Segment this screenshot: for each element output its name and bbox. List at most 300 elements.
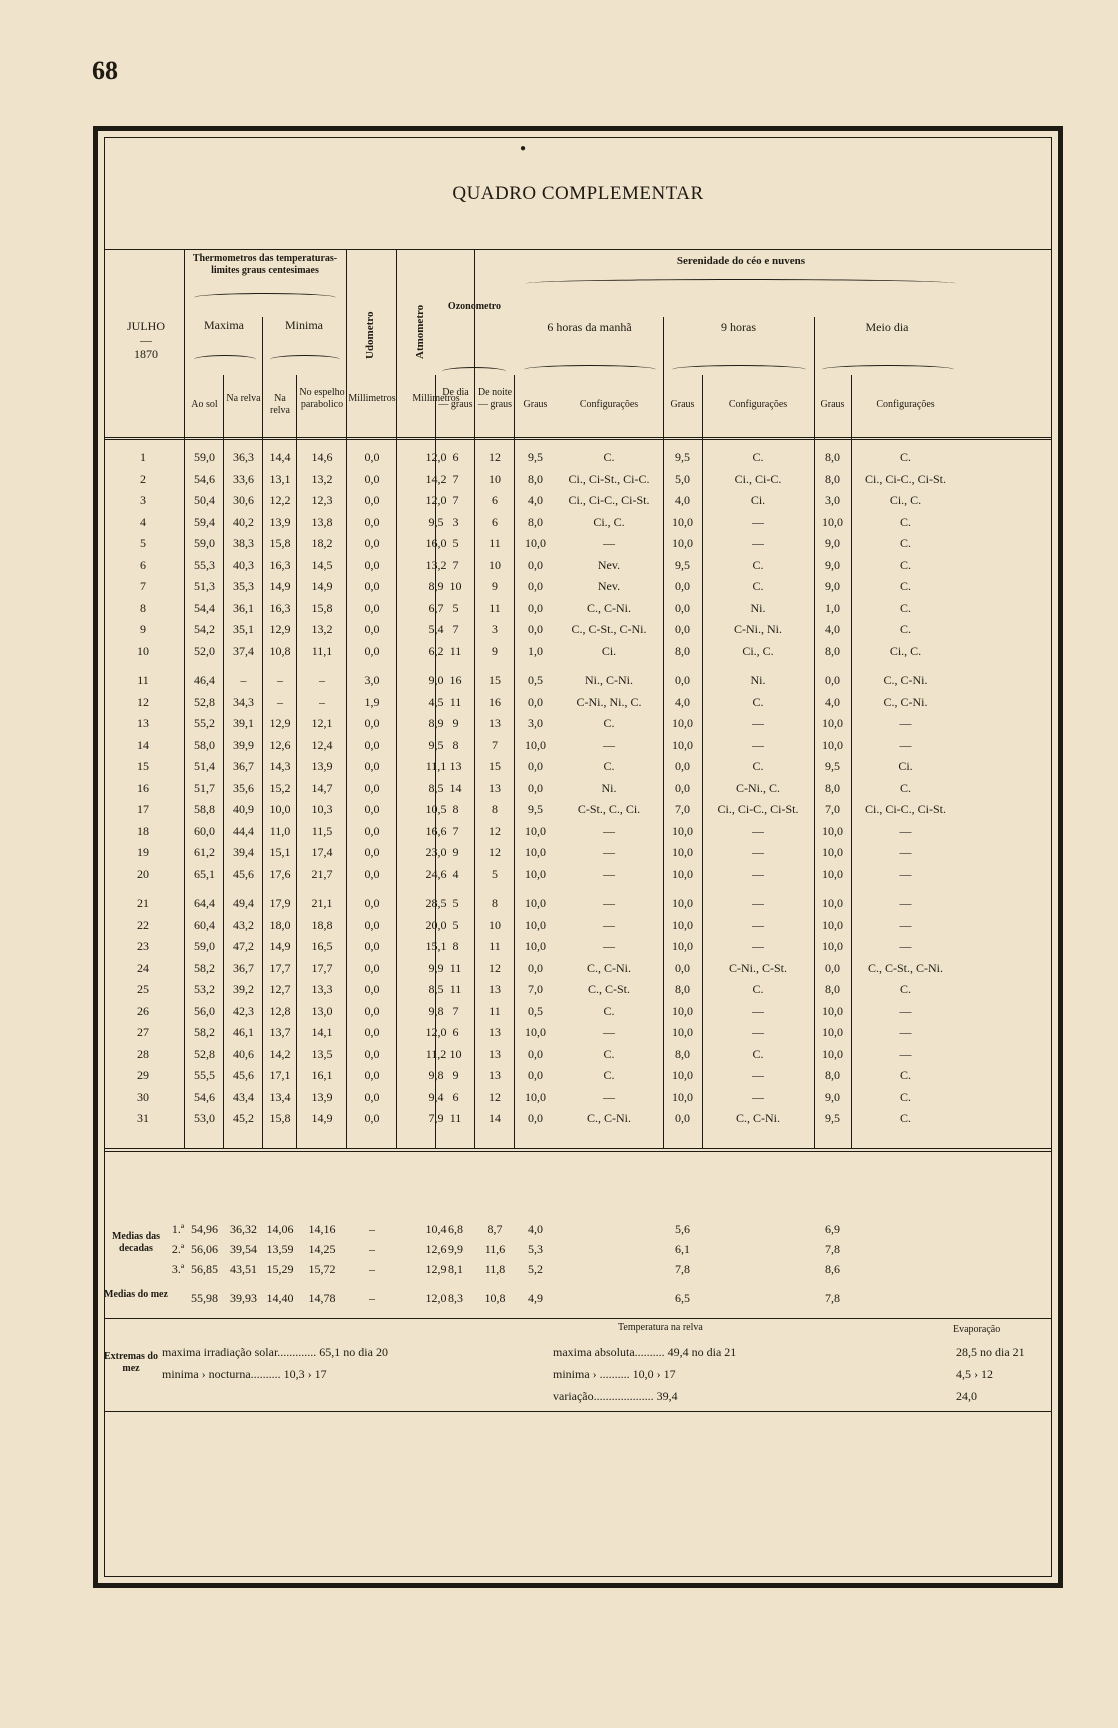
data-cell: 11,2 [425, 1046, 447, 1061]
media-cell: 7,8 [825, 1242, 840, 1256]
data-cell: 10,0 [525, 1025, 546, 1039]
data-cell: — [603, 845, 615, 859]
data-cell: 0,0 [675, 960, 690, 975]
meio-dia-header: Meio dia [865, 320, 909, 334]
data-cell: 8,0 [825, 471, 840, 486]
data-cell: C. [899, 780, 911, 795]
data-cell: 9,5 [825, 1111, 840, 1125]
data-cell: 17,7 [269, 960, 291, 975]
data-cell: 13,9 [311, 1089, 333, 1104]
data-cell: 14,7 [311, 780, 333, 795]
data-cell: 51,7 [194, 780, 215, 795]
data-cell: 0,0 [528, 1046, 543, 1061]
data-cell: C., C-Ni. [883, 694, 928, 709]
data-cell: Ni. [750, 673, 766, 687]
data-cell: C. [899, 1089, 911, 1104]
data-cell: 28,5 [425, 896, 447, 910]
data-cell: 5,4 [428, 622, 444, 636]
data-cell: 11 [489, 600, 501, 615]
data-cell: C. [603, 1068, 615, 1082]
data-cell: 45,2 [233, 1111, 254, 1125]
data-cell: 7,9 [428, 1111, 444, 1125]
data-cell: 7 [452, 622, 459, 636]
data-cell: 14,9 [311, 579, 333, 593]
data-cell: 8,5 [428, 982, 444, 996]
data-cell: 9,5 [528, 802, 543, 816]
data-cell: 14,3 [269, 759, 291, 773]
data-cell: 10,0 [822, 896, 843, 910]
data-cell: Ci., Ci-C., Ci-St. [864, 471, 947, 486]
data-cell: 0,0 [528, 579, 543, 593]
data-cell: 9,5 [528, 450, 543, 464]
data-cell: 39,2 [233, 982, 254, 996]
data-cell: — [603, 737, 615, 752]
data-cell: 36,7 [233, 960, 254, 975]
data-cell: 13 [489, 982, 501, 996]
de-dia-header: De dia — graus [438, 387, 473, 410]
data-cell: 55,3 [194, 557, 215, 572]
decada-label: 2.ª [171, 1242, 185, 1256]
day-cell: 29 [137, 1068, 149, 1082]
page-number: 68 [92, 56, 118, 85]
media-cell: – [369, 1262, 375, 1276]
data-cell: 1,0 [825, 600, 840, 615]
h9-brace [672, 365, 806, 374]
data-cell: 36,3 [233, 450, 254, 464]
data-cell: C. [752, 579, 764, 593]
data-cell: 0,0 [528, 557, 543, 572]
media-cell: 54,96 [191, 1222, 218, 1236]
data-cell: C-St., C., Ci. [577, 802, 641, 816]
data-cell: 0,0 [364, 939, 380, 953]
day-cell: 21 [137, 896, 149, 910]
data-cell: 10,0 [269, 802, 291, 816]
data-cell: C. [899, 982, 911, 996]
data-cell: 0,0 [364, 514, 380, 529]
data-cell: 9,4 [428, 1089, 444, 1104]
data-cell: 0,0 [364, 1003, 380, 1018]
data-cell: 10,0 [672, 939, 693, 953]
data-cell: 10 [489, 557, 501, 572]
data-cell: 12,2 [269, 493, 291, 507]
data-cell: 46,1 [233, 1025, 254, 1039]
data-cell: 10,0 [822, 1003, 843, 1018]
data-cell: 54,6 [194, 1089, 215, 1104]
data-cell: — [752, 866, 764, 881]
data-cell: — [899, 896, 912, 910]
data-cell: C. [603, 450, 615, 464]
data-cell: 3,0 [825, 493, 840, 507]
data-cell: 17,9 [269, 896, 291, 910]
meio-dia-brace [822, 365, 954, 374]
media-cell: 8,7 [487, 1222, 503, 1236]
media-cell: 36,32 [230, 1222, 257, 1236]
data-cell: 0,0 [675, 780, 690, 795]
data-cell: 51,4 [194, 759, 215, 773]
media-cell: 8,3 [448, 1291, 463, 1305]
data-cell: 8,0 [825, 982, 840, 996]
data-cell: 11 [489, 1003, 501, 1018]
day-cell: 17 [137, 802, 149, 816]
data-cell: 54,6 [194, 471, 215, 486]
data-cell: 10 [489, 471, 501, 486]
media-cell: 55,98 [191, 1291, 218, 1305]
data-cell: 18,0 [269, 917, 291, 932]
data-cell: 5,0 [675, 471, 690, 486]
data-cell: Ci., C. [889, 643, 922, 658]
data-cell: 7 [452, 493, 459, 507]
data-cell: 4,5 [428, 694, 444, 709]
extremos-label: Extremas do mez [104, 1351, 158, 1374]
data-cell: 0,0 [364, 917, 380, 932]
data-cell: 8 [452, 939, 459, 953]
data-cell: 10,0 [822, 866, 843, 881]
data-cell: 9 [452, 716, 459, 730]
data-cell: 0,0 [528, 1068, 543, 1082]
data-cell: 14,4 [269, 450, 291, 464]
data-cell: 0,0 [364, 579, 380, 593]
data-cell: 1,0 [528, 643, 543, 658]
data-cell: C., C-Ni. [586, 600, 631, 615]
data-cell: 8 [492, 802, 498, 816]
data-cell: 53,0 [194, 1111, 215, 1125]
data-cell: C-Ni., Ni. [734, 622, 782, 636]
config-header-6h: Configurações [579, 399, 639, 410]
data-cell: 9,0 [825, 1089, 840, 1104]
data-cell: 10,0 [822, 737, 843, 752]
data-cell: 11 [489, 536, 501, 550]
data-cell: – [240, 673, 247, 687]
data-cell: 12,1 [311, 716, 333, 730]
data-cell: 0,0 [364, 557, 380, 572]
data-cell: 7 [492, 737, 498, 752]
data-cell: 52,8 [194, 1046, 215, 1061]
media-cell: 14,78 [308, 1291, 336, 1305]
data-cell: 9 [492, 643, 498, 658]
data-cell: 10 [449, 579, 462, 593]
data-cell: — [603, 1089, 615, 1104]
day-cell: 15 [137, 759, 149, 773]
data-cell: 14,6 [311, 450, 333, 464]
extremos-line1: maxima irradiação solar............. 65,1 no dia 20 [162, 1345, 388, 1359]
data-cell: 10,0 [672, 917, 693, 932]
data-cell: – [277, 694, 283, 709]
data-cell: 12,0 [425, 450, 447, 464]
data-cell: — [752, 536, 764, 550]
data-cell: Ci., Ci-C., Ci-St. [864, 802, 947, 816]
data-cell: 10,0 [672, 737, 693, 752]
data-cell: C. [603, 1046, 615, 1061]
data-cell: 10,5 [425, 802, 447, 816]
data-cell: 9 [492, 579, 498, 593]
data-cell: 40,9 [233, 802, 254, 816]
serenidade-header: Serenidade do céo e nuvens [676, 255, 806, 267]
col-line [262, 317, 263, 1148]
data-cell: 12 [489, 960, 501, 975]
data-cell: 10,0 [822, 939, 843, 953]
day-cell: 13 [137, 716, 149, 730]
day-cell: 23 [137, 939, 149, 953]
data-cell: 12 [489, 450, 501, 464]
data-cell: 5 [452, 536, 459, 550]
data-cell: C. [752, 982, 764, 996]
data-cell: Ci., Ci-C., Ci-St. [568, 493, 650, 507]
data-cell: 10,0 [672, 1089, 693, 1104]
day-cell: 22 [137, 917, 149, 932]
data-cell: 10,0 [525, 939, 546, 953]
data-cell: 35,6 [233, 780, 254, 795]
data-cell: Nev. [597, 557, 621, 572]
data-cell: C. [752, 450, 764, 464]
data-cell: — [899, 917, 912, 932]
data-cell: C. [752, 759, 764, 773]
data-cell: 59,0 [194, 450, 215, 464]
data-cell: 4,0 [675, 493, 690, 507]
data-cell: 13 [449, 759, 462, 773]
media-cell: 6,9 [825, 1222, 840, 1236]
data-cell: 0,0 [364, 802, 380, 816]
header-top-rule [104, 249, 1052, 250]
data-cell: 8,5 [428, 780, 444, 795]
data-cell: 18,8 [311, 917, 333, 932]
data-cell: C. [752, 1046, 764, 1061]
day-cell: 27 [137, 1025, 149, 1039]
data-cell: 13,4 [269, 1089, 291, 1104]
month-dash: — [140, 333, 152, 347]
data-cell: C., C-Ni. [735, 1111, 780, 1125]
temp-relva-title: Temperatura na relva [618, 1322, 703, 1333]
data-cell: 0,0 [364, 866, 380, 881]
media-cell: 8,6 [825, 1262, 840, 1276]
data-cell: 9,5 [675, 557, 690, 572]
data-cell: 35,1 [233, 622, 254, 636]
data-cell: — [752, 845, 764, 859]
data-cell: 0,0 [528, 694, 543, 709]
config-header-12h: Configurações [876, 399, 935, 410]
data-cell: 60,0 [194, 823, 215, 838]
data-cell: 9,8 [428, 1068, 444, 1082]
graus-header-9h: Graus [670, 399, 695, 410]
data-cell: 0,0 [364, 845, 380, 859]
ozonometro-header: Ozonometro [447, 301, 502, 312]
data-cell: 53,2 [194, 982, 215, 996]
evap-line1: 28,5 no dia 21 [956, 1345, 1025, 1359]
data-cell: 12,9 [269, 622, 291, 636]
medias-mez-label: Medias do mez [104, 1289, 168, 1300]
data-cell: 0,0 [675, 1111, 690, 1125]
data-cell: C., C-St., C-Ni. [571, 622, 647, 636]
data-cell: C., C-Ni. [586, 960, 631, 975]
h9-header: 9 horas [721, 320, 756, 334]
media-cell: 43,51 [230, 1262, 257, 1276]
day-cell: 3 [140, 493, 146, 507]
data-cell: — [899, 1003, 912, 1018]
data-cell: 10,0 [525, 823, 546, 838]
graus-header-12h: Graus [820, 399, 845, 410]
col-line [223, 375, 224, 1148]
data-cell: 10,0 [525, 896, 546, 910]
data-cell: 10,8 [269, 643, 291, 658]
data-cell: 7 [452, 1003, 459, 1018]
day-cell: 6 [140, 557, 146, 572]
data-cell: 16,6 [425, 823, 447, 838]
data-cell: 58,0 [194, 737, 215, 752]
data-cell: 42,3 [233, 1003, 254, 1018]
data-cell: 10,0 [525, 737, 546, 752]
data-cell: 12 [489, 845, 501, 859]
data-cell: Ci., Ci-St., Ci-C. [568, 471, 650, 486]
data-cell: 17,7 [311, 960, 333, 975]
data-cell: 52,0 [194, 643, 215, 658]
data-cell: 12,9 [269, 716, 291, 730]
media-cell: 14,25 [308, 1242, 336, 1256]
h6-header: 6 horas da manhã [547, 320, 632, 334]
minima-brace [270, 355, 340, 364]
data-cell: 59,0 [194, 536, 215, 550]
data-cell: 5 [452, 917, 459, 932]
data-cell: C., C-Ni. [883, 673, 928, 687]
media-cell: 39,54 [230, 1242, 257, 1256]
data-cell: 0,0 [364, 493, 380, 507]
media-cell: 15,29 [266, 1262, 294, 1276]
data-cell: 15 [489, 673, 501, 687]
data-cell: Ci., Ci-C., Ci-St. [717, 802, 799, 816]
col-line [346, 249, 347, 1148]
data-cell: 10 [449, 1046, 462, 1061]
data-cell: 15,8 [269, 1111, 291, 1125]
data-cell: 0,0 [675, 759, 690, 773]
data-cell: 17,6 [269, 866, 291, 881]
data-cell: 8 [492, 896, 498, 910]
data-cell: 8,0 [675, 1046, 690, 1061]
data-cell: 9,5 [428, 514, 444, 529]
media-cell: 56,85 [191, 1262, 218, 1276]
media-cell: 5,2 [528, 1262, 543, 1276]
data-cell: 55,5 [194, 1068, 215, 1082]
data-cell: — [752, 896, 764, 910]
media-cell: 39,93 [230, 1291, 257, 1305]
data-cell: 55,2 [194, 716, 215, 730]
data-cell: 0,0 [364, 823, 380, 838]
data-cell: — [752, 1089, 764, 1104]
data-cell: — [899, 866, 912, 881]
data-cell: 0,0 [825, 960, 840, 975]
data-cell: C. [899, 514, 911, 529]
data-cell: 14,2 [269, 1046, 291, 1061]
maxima-brace [194, 355, 256, 364]
data-cell: Ci., Ci-C. [734, 471, 782, 486]
data-cell: 8,0 [675, 982, 690, 996]
data-cell: 0,0 [675, 600, 690, 615]
milli1-header: Millimetros [348, 393, 396, 404]
data-cell: 46,4 [194, 673, 215, 687]
medias-decadas-label: Medias das decadas [111, 1231, 161, 1254]
col-line [184, 249, 185, 1148]
data-cell: C. [899, 450, 911, 464]
media-cell: 8,1 [448, 1262, 463, 1276]
data-cell: Ci., C. [742, 643, 774, 658]
data-cell: — [899, 1046, 912, 1061]
day-cell: 12 [137, 694, 149, 709]
data-cell: 11,1 [425, 759, 447, 773]
data-cell: 0,0 [364, 1089, 380, 1104]
data-cell: 15 [489, 759, 501, 773]
data-cell: 20,0 [425, 917, 447, 932]
data-cell: 11,0 [269, 823, 291, 838]
decada-label: 1.ª [171, 1222, 185, 1236]
decada-label: 3.ª [171, 1262, 185, 1276]
data-cell: 11 [449, 960, 462, 975]
day-cell: 26 [137, 1003, 149, 1018]
data-cell: 17,1 [269, 1068, 291, 1082]
data-cell: 7,0 [675, 802, 690, 816]
data-cell: 16 [489, 694, 501, 709]
data-cell: C. [899, 1111, 911, 1125]
relva-line2: minima › .......... 10,0 › 17 [553, 1367, 676, 1381]
data-cell: 0,0 [364, 536, 380, 550]
data-cell: 0,0 [528, 622, 543, 636]
data-cell: 16 [449, 673, 462, 687]
data-cell: 11 [449, 643, 462, 658]
data-cell: C. [752, 557, 764, 572]
data-cell: 14,9 [311, 1111, 333, 1125]
data-cell: 6 [492, 493, 498, 507]
media-cell: 4,0 [528, 1222, 543, 1236]
data-cell: C. [899, 579, 911, 593]
data-cell: 11,5 [311, 823, 333, 838]
data-cell: 9,0 [825, 557, 840, 572]
media-cell: 7,8 [825, 1291, 840, 1305]
data-cell: — [603, 1025, 615, 1039]
data-cell: 12 [489, 823, 501, 838]
data-cell: 6 [452, 450, 459, 464]
data-cell: 0,0 [364, 759, 380, 773]
data-cell: 8 [452, 802, 459, 816]
day-cell: 11 [137, 673, 149, 687]
de-noite-header: De noite — graus [477, 387, 513, 410]
data-cell: 15,8 [269, 536, 291, 550]
data-cell: 36,7 [233, 759, 254, 773]
media-cell: 14,40 [266, 1291, 294, 1305]
data-cell: 56,0 [194, 1003, 215, 1018]
data-cell: 6,2 [428, 643, 444, 658]
table-frame [93, 126, 1063, 1588]
data-cell: 13,7 [269, 1025, 291, 1039]
data-cell: 13,0 [311, 1003, 333, 1018]
data-cell: 8,0 [675, 643, 690, 658]
data-cell: 58,2 [194, 960, 215, 975]
data-cell: 0,0 [364, 960, 380, 975]
stats-bottom-rule [104, 1318, 1052, 1319]
data-cell: 9 [452, 845, 459, 859]
data-cell: 10,0 [525, 1089, 546, 1104]
data-cell: — [899, 716, 912, 730]
na-relva-min-header: Na relva [270, 393, 290, 416]
data-cell: Ci. [601, 643, 617, 658]
data-cell: 6,7 [428, 600, 444, 615]
data-cell: 21,7 [311, 866, 333, 881]
data-cell: C. [899, 1068, 911, 1082]
data-cell: 7 [452, 823, 459, 838]
data-cell: 10,0 [672, 866, 693, 881]
data-cell: 36,1 [233, 600, 254, 615]
data-cell: C., C-St., C-Ni. [867, 960, 943, 975]
data-cell: 8,0 [528, 514, 543, 529]
data-cell: 16,3 [269, 600, 291, 615]
data-cell: 43,4 [233, 1089, 254, 1104]
data-cell: 0,5 [528, 673, 543, 687]
data-cell: 16,1 [311, 1068, 333, 1082]
